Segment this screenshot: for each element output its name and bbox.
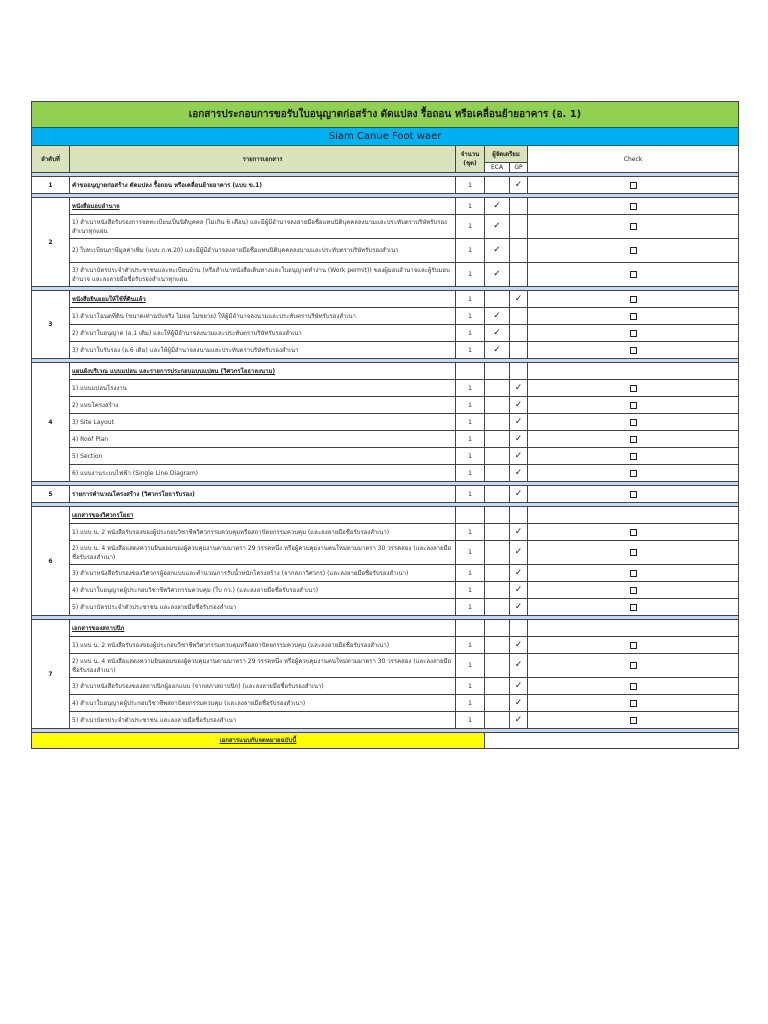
eca-mark [485, 599, 510, 616]
quantity-cell: 1 [456, 599, 485, 616]
document-item: 4) สำเนาใบอนุญาตผู้ประกอบวิชาชีพวิศวกรรมควบคุม (ใบ กว.) (และลงลายมือชื่อรับรองสำเนา) [70, 582, 456, 599]
table-row [32, 620, 739, 637]
check-cell [528, 507, 739, 524]
check-cell [528, 363, 739, 380]
checkbox[interactable] [630, 604, 637, 611]
check-cell[interactable] [528, 448, 739, 465]
gp-mark [510, 325, 528, 342]
section-number: 4 [32, 363, 70, 482]
eca-mark [485, 414, 510, 431]
section-number: 3 [32, 291, 70, 359]
check-cell[interactable] [528, 291, 739, 308]
gp-mark: ✓ [510, 695, 528, 712]
table-row [32, 582, 739, 599]
checkbox[interactable] [630, 203, 637, 210]
eca-mark: ✓ [485, 215, 510, 239]
gp-cell [510, 507, 528, 524]
gp-mark: ✓ [510, 524, 528, 541]
check-cell[interactable] [528, 599, 739, 616]
quantity-cell: 1 [456, 654, 485, 678]
table-row [32, 599, 739, 616]
checkbox[interactable] [630, 313, 637, 320]
document-item: 1) แบบแปลนโรงงาน [70, 380, 456, 397]
quantity-cell: 1 [456, 291, 485, 308]
check-cell [528, 620, 739, 637]
gp-mark: ✓ [510, 712, 528, 729]
gp-mark: ✓ [510, 654, 528, 678]
check-cell[interactable] [528, 308, 739, 325]
quantity-cell: 1 [456, 342, 485, 359]
header-eca: ECA [485, 163, 510, 173]
eca-mark [485, 486, 510, 503]
check-cell[interactable] [528, 239, 739, 263]
document-item: 1) แบบ น. 2 หนังสือรับรองของผู้ประกอบวิชาชีพวิศวกรรมควบคุมหรือสถาปัตยกรรมควบคุม (และลงลายมือชื่อรับรองสำเนา) [70, 637, 456, 654]
check-cell[interactable] [528, 486, 739, 503]
check-cell[interactable] [528, 582, 739, 599]
document-item: เอกสารของวิศวกรโยธา [70, 507, 456, 524]
document-item: 5) สำเนาบัตรประจำตัวประชาชน และลงลายมือชื่อรับรองสำเนา [70, 599, 456, 616]
section-number: 6 [32, 507, 70, 616]
checkbox[interactable] [630, 271, 637, 278]
table-row [32, 465, 739, 482]
document-item: แผนผังบริเวณ แบบแปลน และรายการประกอบแบบแปลน (วิศวกรโยธาลงนาม) [70, 363, 456, 380]
checkbox[interactable] [630, 700, 637, 707]
header-no: ลำดับที่ [32, 146, 70, 173]
gp-mark [510, 308, 528, 325]
eca-mark: ✓ [485, 263, 510, 287]
eca-mark [485, 678, 510, 695]
document-item: 3) สำเนาหนังสือรับรองของสถาปนิกผู้ออกแบบ (จากสภาสถาปนิก) (และลงลายมือชื่อรับรองสำเนา) [70, 678, 456, 695]
table-row [32, 541, 739, 565]
quantity-cell: 1 [456, 215, 485, 239]
table-row [32, 239, 739, 263]
checkbox[interactable] [630, 683, 637, 690]
table-row [32, 448, 739, 465]
document-item: คำขออนุญาตก่อสร้าง ดัดแปลง รื้อถอน หรือเคลื่อนย้ายอาคาร (แบบ ข.1) [70, 177, 456, 194]
document-item: 4) สำเนาใบอนุญาตผู้ประกอบวิชาชีพสถาปัตยกรรมควบคุม (และลงลายมือชื่อรับรองสำเนา) [70, 695, 456, 712]
quantity-cell: 1 [456, 637, 485, 654]
quantity-cell: 1 [456, 712, 485, 729]
table-row [32, 380, 739, 397]
gp-mark: ✓ [510, 380, 528, 397]
eca-mark [485, 637, 510, 654]
document-item: 1) สำเนาโฉนดที่ดิน (ขนาดเท่าฉบับจริง ไม่ย่อ ไม่ขยาย) ให้ผู้มีอำนาจลงนามและประทับตราบริษัทรับรองสำเนา [70, 308, 456, 325]
check-cell[interactable] [528, 177, 739, 194]
check-cell[interactable] [528, 654, 739, 678]
eca-cell [485, 363, 510, 380]
eca-mark [485, 291, 510, 308]
check-cell[interactable] [528, 325, 739, 342]
document-item: 5) Section [70, 448, 456, 465]
checkbox[interactable] [630, 296, 637, 303]
document-item: 2) ใบทะเบียนภาษีมูลค่าเพิ่ม (แบบ ภ.พ.20) และมีผู้มีอำนาจลงลายมือชื่อแทนนิติบุคคลลงนามและประทับตราบริษัทรับรองสำเนา [70, 239, 456, 263]
eca-mark [485, 712, 510, 729]
gp-mark: ✓ [510, 177, 528, 194]
gp-mark: ✓ [510, 582, 528, 599]
gp-mark [510, 239, 528, 263]
checkbox[interactable] [630, 549, 637, 556]
gp-cell [510, 620, 528, 637]
gp-mark: ✓ [510, 431, 528, 448]
checkbox[interactable] [630, 419, 637, 426]
document-item: 5) สำเนาบัตรประจำตัวประชาชน และลงลายมือชื่อรับรองสำเนา [70, 712, 456, 729]
footer-note: เอกสารแนบกับจดหมายฉบับนี้ [32, 733, 485, 749]
table-row [32, 342, 739, 359]
gp-mark: ✓ [510, 541, 528, 565]
document-item: 1) แบบ น. 2 หนังสือรับรองของผู้ประกอบวิชาชีพวิศวกรรมควบคุมหรือสถาปัตยกรรมควบคุม (และลงลายมือชื่อรับรองสำเนา) [70, 524, 456, 541]
checkbox[interactable] [630, 453, 637, 460]
quantity-cell: 1 [456, 198, 485, 215]
table-row [32, 198, 739, 215]
check-cell[interactable] [528, 465, 739, 482]
checkbox[interactable] [630, 491, 637, 498]
check-cell[interactable] [528, 565, 739, 582]
table-row [32, 712, 739, 729]
document-item: 2) แบบ น. 4 หนังสือแสดงความยินยอมของผู้ควบคุมงานตามมาตรา 29 วรรคหนึ่ง หรือผู้ควบคุมงานคนใหม่ตามมาตรา 30 วรรคสอง (และลงลายมือชื่อรับรองสำเนา) [70, 654, 456, 678]
check-cell[interactable] [528, 215, 739, 239]
quantity-cell: 1 [456, 565, 485, 582]
quantity-cell: 1 [456, 414, 485, 431]
gp-mark: ✓ [510, 678, 528, 695]
checkbox[interactable] [630, 587, 637, 594]
check-cell[interactable] [528, 198, 739, 215]
quantity-cell: 1 [456, 308, 485, 325]
document-item: 3) สำเนาใบรับรอง (อ.6 เดิม) และให้ผู้มีอำนาจลงนามและประทับตราบริษัทรับรองสำเนา [70, 342, 456, 359]
quantity-cell: 1 [456, 486, 485, 503]
check-cell[interactable] [528, 380, 739, 397]
quantity-cell: 1 [456, 541, 485, 565]
table-row [32, 263, 739, 287]
document-item: 3) สำเนาบัตรประจำตัวประชาชนและทะเบียนบ้าน (หรือสำเนาหนังสือเดินทางและใบอนุญาตทำงาน (Work permit)) ของผู้มอบอำนาจและผู้รับมอบอำนาจ และลงลายมือชื่อรับรองสำเนาทุกแผ่น [70, 263, 456, 287]
quantity-cell: 1 [456, 431, 485, 448]
header-row [32, 146, 739, 163]
table-row [32, 431, 739, 448]
document-title: เอกสารประกอบการขอรับใบอนุญาตก่อสร้าง ดัดแปลง รื้อถอน หรือเคลื่อนย้ายอาคาร (อ. 1) [32, 102, 739, 128]
footer-blank [485, 733, 739, 749]
gp-mark: ✓ [510, 448, 528, 465]
header-prep: ผู้จัดเตรียม [485, 146, 528, 163]
eca-mark [485, 448, 510, 465]
quantity-cell: 1 [456, 239, 485, 263]
quantity-cell: 1 [456, 678, 485, 695]
gp-mark: ✓ [510, 397, 528, 414]
eca-mark [485, 380, 510, 397]
eca-mark [485, 524, 510, 541]
checkbox[interactable] [630, 642, 637, 649]
eca-mark [485, 695, 510, 712]
document-item: หนังสือมอบอำนาจ [70, 198, 456, 215]
document-item: รายการคำนวณโครงสร้าง (วิศวกรโยธารับรอง) [70, 486, 456, 503]
table-row [32, 486, 739, 503]
table-row [32, 363, 739, 380]
check-cell[interactable] [528, 524, 739, 541]
checkbox[interactable] [630, 223, 637, 230]
table-row [32, 215, 739, 239]
gp-mark [510, 342, 528, 359]
check-cell[interactable] [528, 414, 739, 431]
eca-mark: ✓ [485, 239, 510, 263]
check-cell[interactable] [528, 431, 739, 448]
document-item: 2) สำเนาใบอนุญาต (อ.1 เดิม) และให้ผู้มีอำนาจลงนามและประทับตราบริษัทรับรองสำเนา [70, 325, 456, 342]
title-row [32, 102, 739, 128]
checkbox[interactable] [630, 717, 637, 724]
gp-mark: ✓ [510, 486, 528, 503]
quantity-cell: 1 [456, 325, 485, 342]
eca-mark [485, 565, 510, 582]
document-item: หนังสือยินยอมให้ใช้ที่ดินแล้ว [70, 291, 456, 308]
table-row [32, 414, 739, 431]
document-item: 6) แบบงานระบบไฟฟ้า (Single Line Diagram) [70, 465, 456, 482]
eca-mark [485, 431, 510, 448]
quantity-cell: 1 [456, 397, 485, 414]
quantity-cell: 1 [456, 177, 485, 194]
footer-row [32, 733, 739, 749]
gp-mark: ✓ [510, 291, 528, 308]
quantity-cell: 1 [456, 524, 485, 541]
eca-mark: ✓ [485, 308, 510, 325]
eca-mark [485, 465, 510, 482]
section-number: 7 [32, 620, 70, 729]
eca-mark [485, 654, 510, 678]
eca-mark [485, 177, 510, 194]
quantity-cell: 1 [456, 380, 485, 397]
checkbox[interactable] [630, 402, 637, 409]
check-cell[interactable] [528, 695, 739, 712]
checkbox[interactable] [630, 385, 637, 392]
table-row [32, 177, 739, 194]
gp-mark: ✓ [510, 599, 528, 616]
document-item: 3) สำเนาหนังสือรับรองของวิศวกรผู้ออกแบบและคำนวณการรับน้ำหนักโครงสร้าง (จากสภาวิศวกร) (และลงลายมือชื่อรับรองสำเนา) [70, 565, 456, 582]
eca-mark [485, 541, 510, 565]
checkbox[interactable] [630, 182, 637, 189]
table-row [32, 397, 739, 414]
document-item: 2) แบบ น. 4 หนังสือแสดงความยินยอมของผู้ควบคุมงานตามมาตรา 29 วรรคหนึ่ง หรือผู้ควบคุมงานคนใหม่ตามมาตรา 30 วรรคสอง (และลงลายมือชื่อรับรองสำเนา) [70, 541, 456, 565]
checkbox[interactable] [630, 330, 637, 337]
check-cell[interactable] [528, 712, 739, 729]
document-item: 3) Site Layout [70, 414, 456, 431]
gp-mark: ✓ [510, 637, 528, 654]
document-sheet [31, 101, 738, 749]
eca-cell [485, 620, 510, 637]
check-cell[interactable] [528, 342, 739, 359]
table-row [32, 637, 739, 654]
gp-cell [510, 363, 528, 380]
gp-mark [510, 263, 528, 287]
quantity-cell [456, 620, 485, 637]
gp-mark [510, 198, 528, 215]
table-row [32, 291, 739, 308]
check-cell[interactable] [528, 541, 739, 565]
header-item: รายการเอกสาร [70, 146, 456, 173]
table-row [32, 308, 739, 325]
checkbox[interactable] [630, 470, 637, 477]
checkbox[interactable] [630, 247, 637, 254]
document-item: 2) แบบโครงสร้าง [70, 397, 456, 414]
quantity-cell: 1 [456, 448, 485, 465]
checkbox[interactable] [630, 570, 637, 577]
gp-mark [510, 215, 528, 239]
document-table [31, 101, 739, 749]
table-row [32, 507, 739, 524]
gp-mark: ✓ [510, 414, 528, 431]
checkbox[interactable] [630, 347, 637, 354]
checkbox[interactable] [630, 529, 637, 536]
table-row [32, 325, 739, 342]
eca-mark: ✓ [485, 325, 510, 342]
gp-mark: ✓ [510, 465, 528, 482]
section-number: 5 [32, 486, 70, 503]
document-item: เอกสารของสถาปนิก [70, 620, 456, 637]
quantity-cell [456, 507, 485, 524]
document-item: 1) สำเนาหนังสือรับรองการจดทะเบียนเป็นนิติบุคคล (ไม่เกิน 6 เดือน) และมีผู้มีอำนาจลงลายมือชื่อแทนนิติบุคคลลงนามและประทับตราบริษัทรับรองสำเนาทุกแผ่น [70, 215, 456, 239]
quantity-cell: 1 [456, 582, 485, 599]
table-row [32, 678, 739, 695]
check-cell[interactable] [528, 678, 739, 695]
document-item: 4) Roof Plan [70, 431, 456, 448]
quantity-cell [456, 363, 485, 380]
quantity-cell: 1 [456, 263, 485, 287]
check-cell[interactable] [528, 263, 739, 287]
eca-cell [485, 507, 510, 524]
eca-mark: ✓ [485, 342, 510, 359]
gp-mark: ✓ [510, 565, 528, 582]
check-cell[interactable] [528, 397, 739, 414]
table-row [32, 654, 739, 678]
header-gp: GP [510, 163, 528, 173]
table-row [32, 524, 739, 541]
section-number: 1 [32, 177, 70, 194]
header-qty: จำนวน (ชุด) [456, 146, 485, 173]
eca-mark [485, 397, 510, 414]
checkbox[interactable] [630, 662, 637, 669]
quantity-cell: 1 [456, 465, 485, 482]
project-name: Siam Canue Foot waer [32, 128, 739, 146]
eca-mark [485, 582, 510, 599]
project-row [32, 128, 739, 146]
eca-mark: ✓ [485, 198, 510, 215]
header-check: Check [528, 146, 739, 173]
quantity-cell: 1 [456, 695, 485, 712]
checkbox[interactable] [630, 436, 637, 443]
check-cell[interactable] [528, 637, 739, 654]
section-number: 2 [32, 198, 70, 287]
table-row [32, 565, 739, 582]
table-row [32, 695, 739, 712]
